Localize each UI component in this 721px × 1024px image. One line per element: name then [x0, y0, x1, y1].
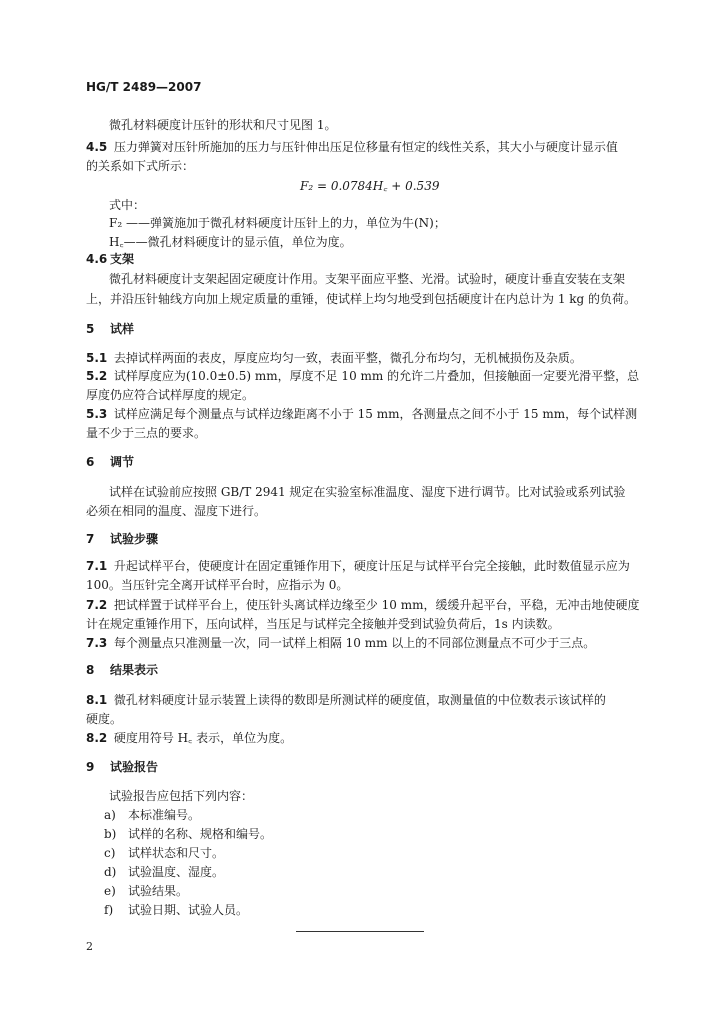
- list-item-text: 试验结果。: [128, 884, 189, 898]
- list-item-text: 试验温度、湿度。: [128, 865, 225, 879]
- section-text: 把试样置于试样平台上，使压针头离试样边缘至少 10 mm，缓缓升起平台，平稳，无冲击地使硬度: [113, 598, 640, 612]
- list-item-text: 试样的名称、规格和编号。: [128, 827, 273, 841]
- document-header: HG/T 2489—2007: [86, 80, 202, 94]
- section-5-1: [86, 349, 582, 367]
- section-6-line-2: 必须在相同的温度、湿度下进行。: [86, 504, 267, 518]
- definition-hc: H꜀——微孔材料硬度计的显示值，单位为度。: [109, 235, 352, 249]
- section-text: 升起试样平台，使硬度计在固定重锤作用下，硬度计压足与试样平台完全接触，此时数值显示应为: [113, 559, 630, 573]
- section-title: 支架: [110, 252, 135, 266]
- list-item: [104, 901, 248, 919]
- section-number: 7.3: [86, 636, 108, 650]
- section-text: 去掉试样两面的表皮，厚度应均匀一致，表面平整，微孔分布均匀，无机械损伤及杂质。: [113, 351, 582, 365]
- section-8-2: [86, 729, 292, 747]
- intro-paragraph: 微孔材料硬度计压针的形状和尺寸见图 1。: [109, 118, 337, 132]
- list-item: [104, 825, 272, 843]
- section-text: 微孔材料硬度计显示装置上读得的数即是所测试样的硬度值，取测量值的中位数表示该试样的: [113, 693, 606, 707]
- section-number: 5.1: [86, 351, 108, 365]
- section-7-1-line-1: [86, 557, 630, 575]
- list-item-label: b): [104, 827, 117, 841]
- section-4-6-line-2: 上，并沿压针轴线方向加上规定质量的重锤，使试样上均匀地受到包括硬度计在内总计为 1 kg 的负荷。: [86, 292, 637, 306]
- section-4-6-heading: [86, 250, 134, 268]
- list-item-text: 试验日期、试验人员。: [128, 903, 249, 917]
- section-8-1-line-2: 硬度。: [86, 712, 123, 726]
- list-item: [104, 863, 224, 881]
- section-7-2-line-1: [86, 596, 640, 614]
- section-number: 8.2: [86, 731, 108, 745]
- section-5-3-line-2: 量不少于三点的要求。: [86, 426, 207, 440]
- section-4-5-line-1: [86, 138, 618, 156]
- section-number: 7.2: [86, 598, 108, 612]
- section-number: 5.3: [86, 407, 108, 421]
- formula-where: 式中：: [109, 198, 146, 212]
- section-7-2-line-2: 计在规定重锤作用下，压向试样，当压足与试样完全接触并受到试验负荷后，1s 内读数。: [86, 617, 560, 631]
- section-5-3-line-1: [86, 405, 637, 423]
- section-text: 硬度用符号 H꜀ 表示，单位为度。: [113, 731, 293, 745]
- section-4-5-line-2: 的关系如下式所示：: [86, 159, 195, 173]
- list-item-label: d): [104, 865, 117, 879]
- section-number: 4.5: [86, 140, 108, 154]
- section-number: 8.1: [86, 693, 108, 707]
- section-number: 9: [86, 760, 95, 774]
- list-item-text: 试样状态和尺寸。: [128, 846, 225, 860]
- section-8-heading: [86, 661, 158, 679]
- section-title: 试样: [110, 322, 135, 336]
- section-5-heading: [86, 320, 134, 338]
- section-7-heading: [86, 530, 158, 548]
- section-number: 4.6: [86, 252, 108, 266]
- page-number: 2: [86, 940, 93, 953]
- section-number: 5.2: [86, 369, 108, 383]
- list-item: [104, 806, 200, 824]
- formula: F₂ = 0.0784H꜀ + 0.539: [300, 179, 440, 193]
- list-item-label: a): [104, 808, 116, 822]
- section-text: 试样厚度应为(10.0±0.5) mm，厚度不足 10 mm 的允许二片叠加，但接触面一定要光滑平整，总: [113, 369, 640, 383]
- section-6-line-1: 试样在试验前应按照 GB/T 2941 规定在实验室标准温度、湿度下进行调节。比对试验或系列试验: [109, 485, 626, 499]
- list-item: [104, 844, 224, 862]
- list-item-label: e): [104, 884, 116, 898]
- section-9-heading: [86, 758, 158, 776]
- section-number: 7.1: [86, 559, 108, 573]
- list-item-label: c): [104, 846, 116, 860]
- list-item-text: 本标准编号。: [128, 808, 201, 822]
- section-6-heading: [86, 453, 134, 471]
- definition-f2: F₂ ——弹簧施加于微孔材料硬度计压针上的力，单位为牛(N)；: [109, 216, 446, 230]
- section-title: 结果表示: [110, 663, 159, 677]
- end-rule: [296, 931, 424, 932]
- section-title: 调节: [110, 455, 135, 469]
- section-number: 8: [86, 663, 95, 677]
- section-5-2-line-2: 厚度仍应符合试样厚度的规定。: [86, 388, 255, 402]
- section-text: 每个测量点只准测量一次，同一试样上相隔 10 mm 以上的不同部位测量点不可少于三点。: [113, 636, 596, 650]
- section-7-1-line-2: 100。当压针完全离开试样平台时，应指示为 0。: [86, 578, 349, 592]
- section-5-2-line-1: [86, 367, 639, 385]
- section-text: 压力弹簧对压针所施加的压力与压针伸出压足位移量有恒定的线性关系，其大小与硬度计显示值: [113, 140, 618, 154]
- section-number: 7: [86, 532, 95, 546]
- list-item: [104, 882, 188, 900]
- section-9-intro: 试验报告应包括下列内容：: [109, 789, 254, 803]
- section-8-1-line-1: [86, 691, 606, 709]
- section-title: 试验报告: [110, 760, 159, 774]
- section-4-6-line-1: 微孔材料硬度计支架起固定硬度计作用。支架平面应平整、光滑。试验时，硬度计垂直安装在支架: [109, 272, 626, 286]
- section-number: 6: [86, 455, 95, 469]
- section-text: 试样应满足每个测量点与试样边缘距离不小于 15 mm，各测量点之间不小于 15 mm，每个试样测: [113, 407, 638, 421]
- section-7-3: [86, 634, 595, 652]
- list-item-label: f): [104, 903, 114, 917]
- section-number: 5: [86, 322, 95, 336]
- section-title: 试验步骤: [110, 532, 159, 546]
